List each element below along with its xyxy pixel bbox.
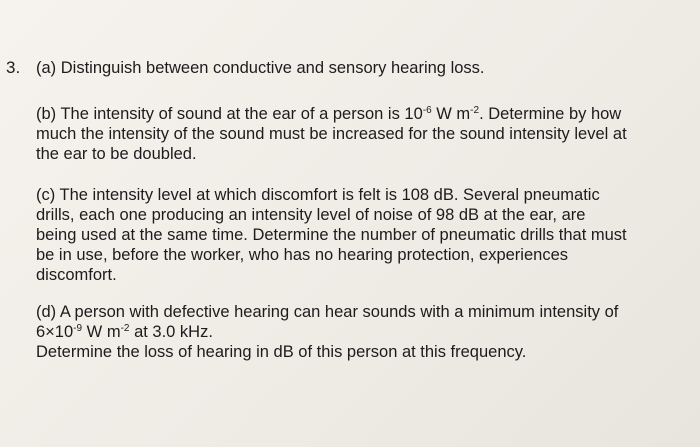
part-c-line-5: discomfort. bbox=[36, 266, 117, 284]
part-d-line-2-post: at 3.0 kHz. bbox=[129, 323, 213, 341]
part-d-line-3: Determine the loss of hearing in dB of this person at this frequency. bbox=[36, 343, 527, 361]
part-c-line-4: be in use, before the worker, who has no hearing protection, experiences bbox=[36, 246, 568, 264]
exponent: -6 bbox=[422, 105, 432, 116]
part-b bbox=[36, 104, 686, 164]
exponent: -9 bbox=[73, 323, 83, 334]
exponent: -2 bbox=[470, 105, 480, 116]
part-d-line-1: (d) A person with defective hearing can hear sounds with a minimum intensity of bbox=[36, 303, 619, 321]
exponent: -2 bbox=[120, 323, 130, 334]
question-number: 3. bbox=[6, 58, 21, 77]
part-b-line-3: the ear to be doubled. bbox=[36, 145, 197, 163]
part-d-line-2-pre: 6×10 bbox=[36, 323, 74, 341]
part-d-line-2 bbox=[36, 322, 686, 342]
part-b-line-1-post: . Determine by how bbox=[479, 105, 622, 123]
part-d bbox=[36, 302, 686, 362]
unit-text: W m bbox=[82, 323, 121, 341]
part-b-line-1 bbox=[36, 104, 686, 124]
part-c bbox=[36, 185, 686, 285]
part-a bbox=[36, 58, 686, 78]
part-a-line-1: (a) Distinguish between conductive and sensory hearing loss. bbox=[36, 59, 485, 77]
part-c-line-1: (c) The intensity level at which discomfort is felt is 108 dB. Several pneumatic bbox=[36, 186, 600, 204]
part-b-line-1-pre: (b) The intensity of sound at the ear of a person is 10 bbox=[36, 105, 423, 123]
part-b-line-2: much the intensity of the sound must be increased for the sound intensity level at bbox=[36, 125, 627, 143]
part-c-line-2: drills, each one producing an intensity level of noise of 98 dB at the ear, are bbox=[36, 206, 586, 224]
part-c-line-3: being used at the same time. Determine the number of pneumatic drills that must bbox=[36, 226, 627, 244]
unit-text: W m bbox=[431, 105, 471, 123]
